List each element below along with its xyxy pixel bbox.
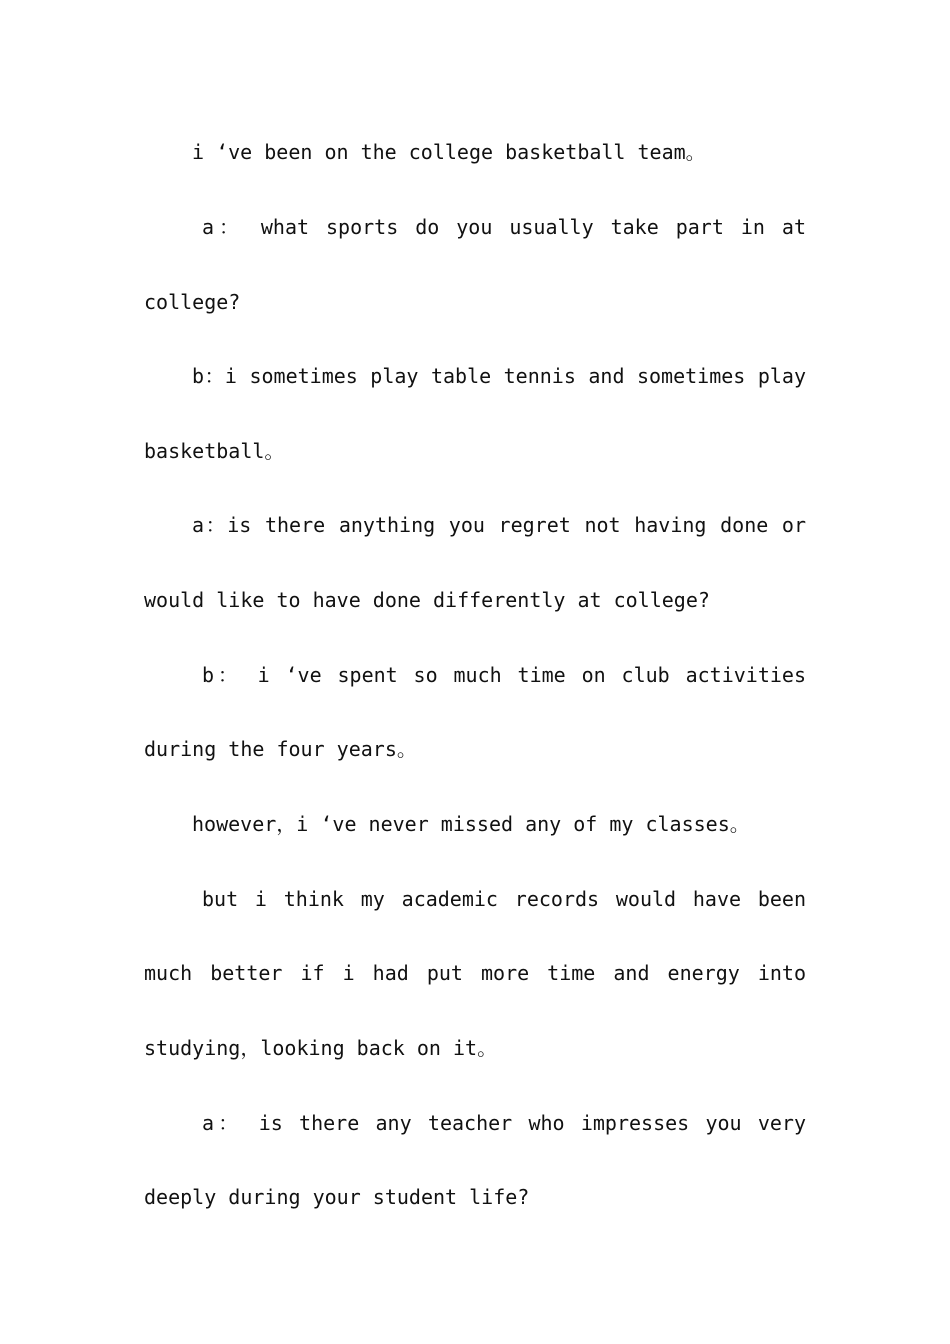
text-line: a： what sports do you usually take part in at [202, 215, 806, 239]
text-line: much better if i had put more time and energy into [144, 961, 806, 985]
text-line: b： i ‘ve spent so much time on club activities [202, 663, 806, 687]
text-line: i ‘ve been on the college basketball team。 [192, 140, 706, 164]
text-line: but i think my academic records would have been [202, 887, 806, 911]
text-line: would like to have done differently at college? [144, 588, 710, 612]
text-line: a：is there anything you regret not having done or [192, 513, 806, 537]
text-line: basketball。 [144, 439, 285, 463]
text-line: during the four years。 [144, 737, 417, 761]
text-line: studying，looking back on it。 [144, 1036, 498, 1060]
text-line: however，i ‘ve never missed any of my classes。 [192, 812, 750, 836]
text-line: b：i sometimes play table tennis and sometimes play [192, 364, 806, 388]
text-line: college? [144, 290, 241, 314]
text-line: deeply during your student life? [144, 1185, 530, 1209]
text-line: a： is there any teacher who impresses you very [202, 1111, 806, 1135]
